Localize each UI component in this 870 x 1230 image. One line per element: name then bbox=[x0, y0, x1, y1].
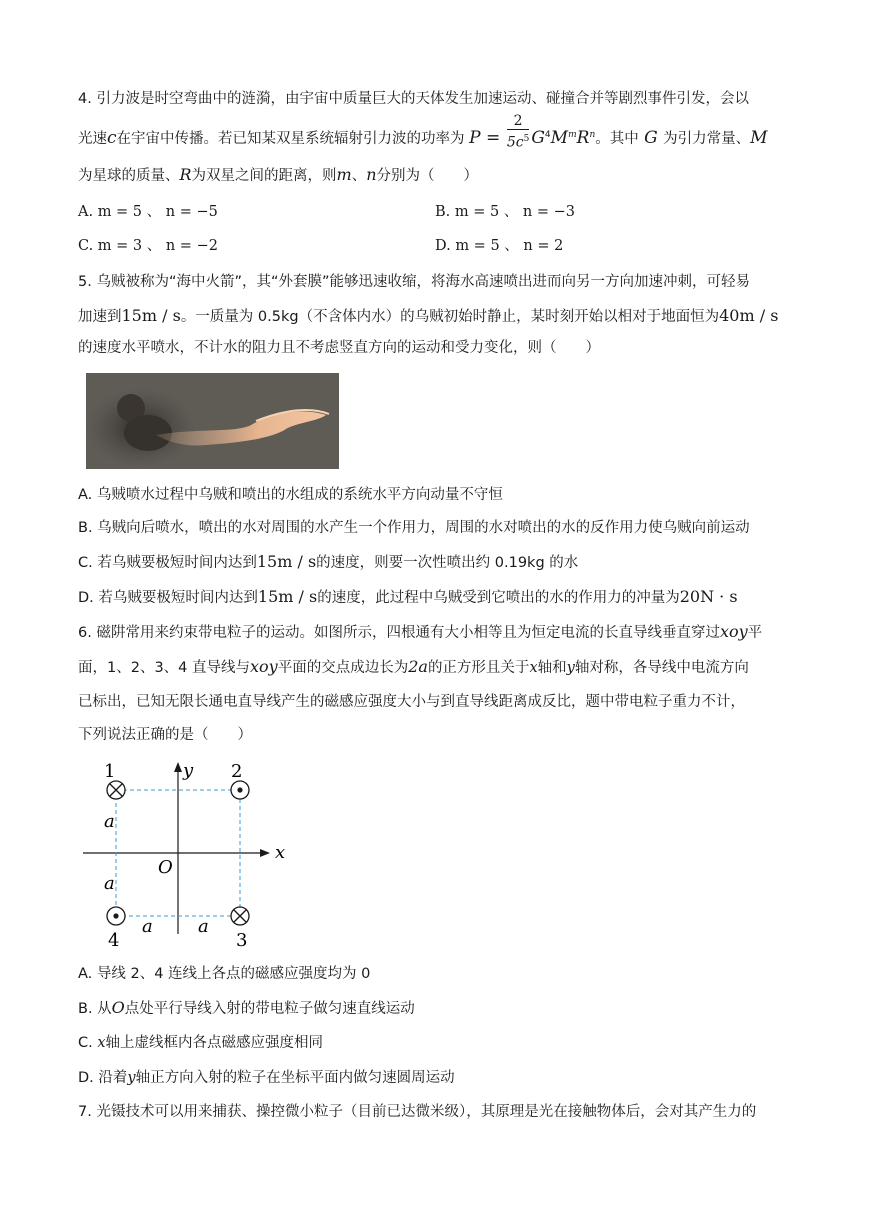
q6-line4: 下列说法正确的是（ ） bbox=[78, 727, 252, 743]
q6-line1: 6. 磁阱常用来约束带电粒子的运动。如图所示，四根通有大小相等且为恒定电流的长直导线垂直穿过xoy平 bbox=[78, 622, 763, 641]
a-label-left-bottom: a bbox=[104, 873, 115, 894]
q5-line3: 的速度水平喷水，不计水的阻力且不考虑竖直方向的运动和受力变化，则（ ） bbox=[78, 340, 600, 356]
q5-option-c[interactable]: C. 若乌贼要极短时间内达到15m / s的速度，则要一次性喷出约 0.19kg 的水 bbox=[78, 552, 579, 571]
q6-option-d[interactable]: D. 沿着y轴正方向入射的粒子在坐标平面内做匀速圆周运动 bbox=[78, 1070, 455, 1086]
q6-option-b[interactable]: B. 从O点处平行导线入射的带电粒子做匀速直线运动 bbox=[78, 998, 415, 1017]
wire-2-out-of-page-icon bbox=[231, 781, 249, 799]
q4-option-a[interactable]: A. m = 5 、 n = −5 bbox=[78, 204, 218, 220]
q6-line3: 已标出，已知无限长通电直导线产生的磁感应强度大小与到直导线距离成反比，题中带电粒子重力不计， bbox=[78, 694, 745, 710]
x-axis-label: x bbox=[275, 842, 286, 863]
origin-label: O bbox=[158, 857, 173, 878]
a-label-bottom-right: a bbox=[198, 916, 209, 937]
q5-line2: 加速到15m / s。一质量为 0.5kg（不含体内水）的乌贼初始时静止，某时刻开始以相对于地面恒为40m / s bbox=[78, 306, 779, 325]
q4-option-d[interactable]: D. m = 5 、 n = 2 bbox=[435, 238, 564, 254]
wire-4-out-of-page-icon bbox=[107, 907, 125, 925]
a-label-left-top: a bbox=[104, 811, 115, 832]
q5-option-b[interactable]: B. 乌贼向后喷水，喷出的水对周围的水产生一个作用力，周围的水对喷出的水的反作用力使乌贼向前运动 bbox=[78, 520, 750, 536]
q5-option-a[interactable]: A. 乌贼喷水过程中乌贼和喷出的水组成的系统水平方向动量不守恒 bbox=[78, 487, 503, 503]
q5-line1: 5. 乌贼被称为“海中火箭”，其“外套膜”能够迅速收缩，将海水高速喷出进而向另一方向加速冲刺，可轻易 bbox=[78, 274, 750, 290]
q4-option-c[interactable]: C. m = 3 、 n = −2 bbox=[78, 238, 218, 254]
q4-formula: P = $\frac{2}{5c^5}$ $G^4M^mR^n$ bbox=[469, 112, 596, 151]
q4-option-b[interactable]: B. m = 5 、 n = −3 bbox=[435, 204, 576, 220]
y-axis-arrow bbox=[174, 762, 182, 772]
label-2: 2 bbox=[231, 761, 243, 782]
x-axis-arrow bbox=[260, 849, 270, 857]
squid-photo bbox=[86, 373, 339, 469]
q6-line2: 面，1、2、3、4 直导线与xoy平面的交点成边长为2a的正方形且关于x轴和y轴对称，各导线中电流方向 bbox=[78, 657, 749, 676]
q6-option-c[interactable]: C. x轴上虚线框内各点磁感应强度相同 bbox=[78, 1035, 324, 1051]
y-axis-label: y bbox=[183, 760, 194, 781]
q4-line3: 为星球的质量、R为双星之间的距离，则m、n分别为（ ） bbox=[78, 165, 479, 184]
label-1: 1 bbox=[104, 761, 116, 782]
a-label-bottom-left: a bbox=[142, 916, 153, 937]
q7-line1: 7. 光镊技术可以用来捕获、操控微小粒子（目前已达微米级），其原理是光在接触物体后，会对其产生力的 bbox=[78, 1104, 757, 1120]
q5-option-d[interactable]: D. 若乌贼要极短时间内达到15m / s的速度，此过程中乌贼受到它喷出的水的作用力的冲量为20N · s bbox=[78, 587, 738, 606]
q4-line1: 4. 引力波是时空弯曲中的涟漪，由宇宙中质量巨大的天体发生加速运动、碰撞合并等剧烈事件引发，会以 bbox=[78, 91, 749, 107]
q6-option-a[interactable]: A. 导线 2、4 连线上各点的磁感应强度均为 0 bbox=[78, 966, 371, 982]
wire-3-into-page-icon bbox=[231, 907, 249, 925]
label-4: 4 bbox=[108, 930, 120, 951]
label-3: 3 bbox=[236, 930, 248, 951]
wire-1-into-page-icon bbox=[107, 781, 125, 799]
q4-line2: 光速c在宇宙中传播。若已知某双星系统辐射引力波的功率为 P = $\frac{2}{5c^5}$ $G^4M^mR^n$。其中 G 为引力常量、M bbox=[78, 112, 768, 151]
magnetic-trap-diagram bbox=[78, 752, 308, 952]
